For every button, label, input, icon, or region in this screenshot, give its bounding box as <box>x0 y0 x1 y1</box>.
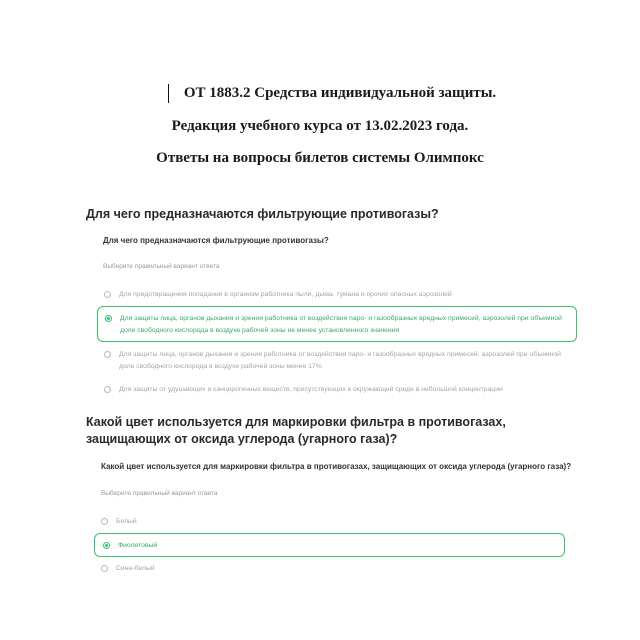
option-text: Для предотвращения попадания в организм работника пыли, дыма, тумана и прочих опасных аэрозолей <box>119 291 452 298</box>
question-1-hint: Выберите правильный вариант ответа <box>103 263 220 270</box>
option-text: Для защиты от удушающих и канцерогенных веществ, присутствующих в окружающей среде в небольшой концентрации <box>119 386 503 393</box>
header-line-1: ОТ 1883.2 Средства индивидуальной защиты. <box>183 85 497 101</box>
radio-selected-icon[interactable] <box>103 542 110 549</box>
q2-option-1[interactable] <box>101 516 401 528</box>
question-2-hint: Выберите правильный вариант ответа <box>101 490 218 497</box>
q2-option-2[interactable] <box>94 533 565 557</box>
question-2-inner-title: Какой цвет используется для маркировки фильтра в противогазах, защищающих от оксида углерода (угарного газа)? <box>101 462 572 471</box>
radio-icon[interactable] <box>104 351 111 358</box>
option-text: Для защиты лица, органов дыхания и зрения работника от воздействия паро- и газообразных вредных примесей, аэрозолей при объемной доле свободного кислорода в воздухе рабочей зоны не менее установленного значения <box>120 315 562 334</box>
option-text: Фиолетовый <box>118 542 158 549</box>
question-2-title: Какой цвет используется для маркировки фильтра в противогазах, защищающих от оксида углерода (угарного газа)? <box>86 415 506 446</box>
text-cursor <box>168 84 169 103</box>
option-text: Для защиты лица, органов дыхания и зрения работника от воздействия паро- и газообразных вредных примесей, аэрозолей при объемной доле свободного кислорода в воздухе рабочей зоны менее 17% <box>119 351 561 370</box>
radio-icon[interactable] <box>101 565 108 572</box>
question-1-title: Для чего предназначаются фильтрующие противогазы? <box>86 207 439 221</box>
radio-icon[interactable] <box>104 291 111 298</box>
q1-option-3[interactable] <box>104 349 574 372</box>
radio-selected-icon[interactable] <box>105 315 112 322</box>
header-line-2: Редакция учебного курса от 13.02.2023 года. <box>171 118 469 134</box>
option-text: Белый <box>116 518 137 525</box>
option-text: Сине-белый <box>116 565 155 572</box>
q2-option-3[interactable] <box>101 563 401 575</box>
radio-icon[interactable] <box>101 518 108 525</box>
q1-option-4[interactable] <box>104 384 574 396</box>
header-line-3: Ответы на вопросы билетов системы Олимпокс <box>156 150 484 166</box>
q1-option-2[interactable] <box>97 306 577 342</box>
q1-option-1[interactable] <box>104 289 574 301</box>
radio-icon[interactable] <box>104 386 111 393</box>
question-1-inner-title: Для чего предназначаются фильтрующие противогазы? <box>103 236 329 245</box>
